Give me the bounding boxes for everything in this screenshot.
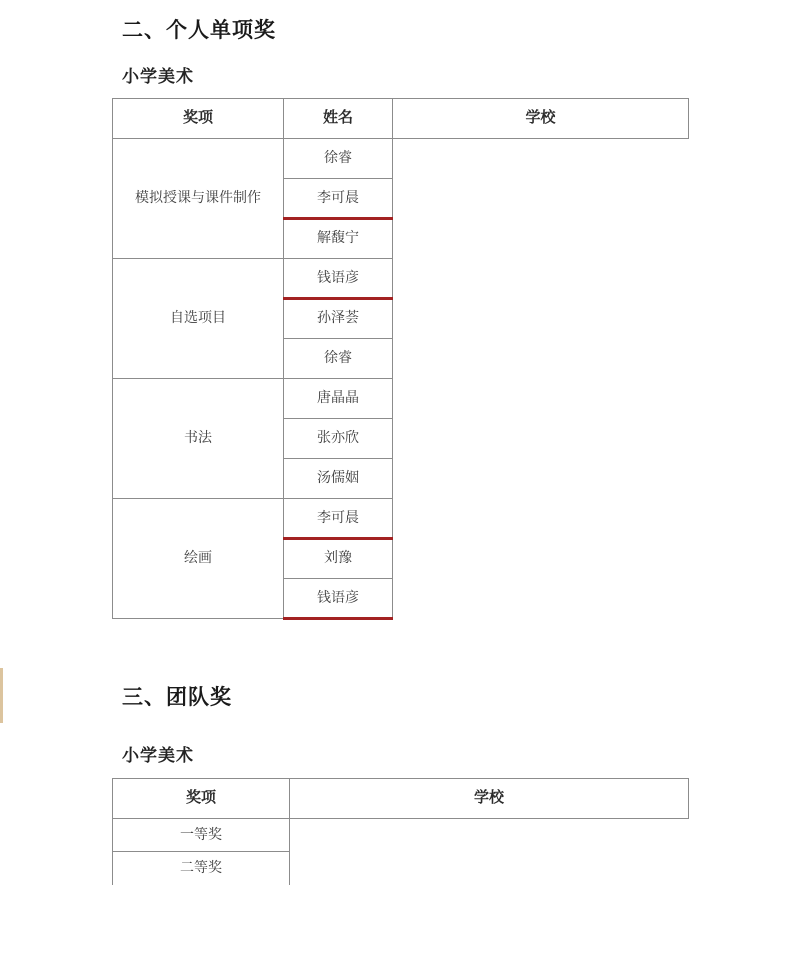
red-underline-annotation [283,537,393,540]
name-cell: 徐睿 [284,339,393,379]
column-header: 姓名 [284,99,393,139]
award-cell: 二等奖 [113,852,290,885]
name-cell: 李可晨 [284,179,393,219]
table-row [113,379,689,419]
individual-table-body [113,139,689,619]
column-header: 学校 [290,779,689,819]
name-cell: 解馥宁 [284,219,393,259]
name-cell: 李可晨 [284,499,393,539]
name-cell: 张亦欣 [284,419,393,459]
section-title-team-awards: 三、团队奖 [122,685,232,709]
subsection-title-primary-art: 小学美术 [122,67,194,86]
award-cell: 书法 [113,379,284,499]
table-row [113,259,689,299]
team-table-body [113,819,689,885]
left-edge-marker [0,668,3,723]
individual-awards-table [112,98,689,619]
subsection-title-primary-art-team: 小学美术 [122,746,194,765]
section-title-individual-awards: 二、个人单项奖 [122,18,276,42]
column-header: 奖项 [113,779,290,819]
table-row [113,499,689,539]
column-header: 奖项 [113,99,284,139]
red-underline-annotation [283,617,393,620]
name-cell: 徐睿 [284,139,393,179]
individual-table-header [113,99,689,139]
name-cell: 汤儒姻 [284,459,393,499]
name-cell: 唐晶晶 [284,379,393,419]
name-cell: 孙泽荟 [284,299,393,339]
award-cell: 模拟授课与课件制作 [113,139,284,259]
team-awards-table [112,778,689,885]
individual-awards-table-container [112,98,688,619]
award-cell: 自选项目 [113,259,284,379]
red-underline-annotation [283,217,393,220]
table-row [113,139,689,179]
column-header: 学校 [393,99,689,139]
name-cell: 钱语彦 [284,259,393,299]
red-underline-annotation [283,297,393,300]
name-cell: 钱语彦 [284,579,393,619]
name-cell: 刘豫 [284,539,393,579]
team-awards-table-container [112,778,688,885]
team-table-header [113,779,689,819]
award-cell: 一等奖 [113,819,290,852]
award-cell: 绘画 [113,499,284,619]
